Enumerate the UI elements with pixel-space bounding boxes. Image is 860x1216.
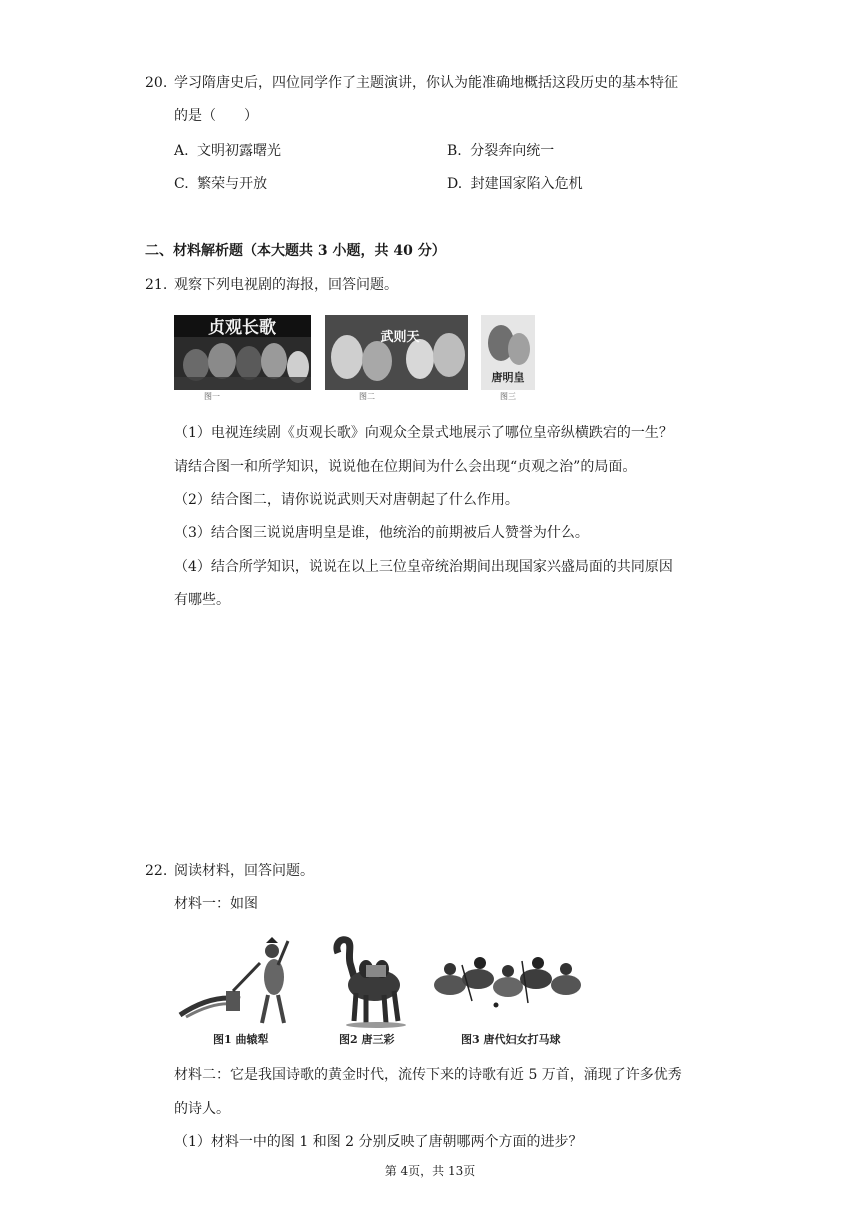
poster-wuzetian [325,315,468,390]
q20-stem-line1: 学习隋唐史后，四位同学作了主题演讲，你认为能准确地概括这段历史的基本特征 [174,75,678,91]
option-letter: A. [174,143,189,159]
option-text: 分裂奔向统一 [470,143,555,159]
poster-zhenguan-image [174,315,311,390]
figure-camel [330,933,408,1029]
page-number: 第 4页，共 13页 [384,1164,476,1178]
q22-material2-line2: 的诗人。 [174,1101,230,1117]
polo-image [432,945,588,1015]
poster-title: 唐明皇 [491,371,525,384]
option-text: 封建国家陷入危机 [470,176,583,192]
poster-title: 贞观长歌 [208,318,276,338]
q20-option-d [447,174,583,194]
q22-stem: 阅读材料，回答问题。 [174,863,314,879]
q21-sub1-line1: （1）电视连续剧《贞观长歌》向观众全景式地展示了哪位皇帝纵横跌宕的一生？ [174,425,673,441]
q22-material1: 材料一：如图 [174,896,258,912]
option-text: 繁荣与开放 [197,176,268,192]
q21-sub2: （2）结合图二，请你说说武则天对唐朝起了什么作用。 [174,492,519,508]
q22-number: 22. [145,863,168,879]
q20-option-a [174,141,281,161]
q22-sub1: （1）材料一中的图 1 和图 2 分别反映了唐朝哪两个方面的进步？ [174,1134,583,1150]
poster-caption-1: 图一 [204,392,220,401]
q21-sub3: （3）结合图三说说唐明皇是谁，他统治的前期被后人赞誉为什么。 [174,525,589,541]
q20-option-c [174,174,267,194]
q21-number: 21. [145,277,168,293]
option-letter: B. [447,143,462,159]
figure-plough [178,933,298,1029]
poster-tangminghuang [481,315,535,390]
figure-polo [432,945,588,1015]
q21-sub4-line2: 有哪些。 [174,592,230,608]
figure-caption-2: 图2 唐三彩 [339,1033,395,1046]
option-letter: C. [174,176,189,192]
option-letter: D. [447,176,463,192]
q21-sub4-line1: （4）结合所学知识，说说在以上三位皇帝统治期间出现国家兴盛局面的共同原因 [174,559,673,575]
poster-tangminghuang-image [481,315,535,390]
poster-wuzetian-image [325,315,468,390]
plough-image [178,933,298,1029]
camel-image [330,933,408,1029]
q20-option-b [447,141,554,161]
poster-caption-3: 图三 [500,392,516,401]
q20-number: 20. [145,75,168,91]
poster-title: 武则天 [380,330,420,345]
q22-material2-line1: 材料二：它是我国诗歌的黄金时代，流传下来的诗歌有近 5 万首，涌现了许多优秀 [174,1067,682,1083]
q20-stem-line2: 的是（ ） [174,108,258,124]
q21-sub1-line2: 请结合图一和所学知识，说说他在位期间为什么会出现“贞观之治”的局面。 [174,459,637,475]
figure-caption-3: 图3 唐代妇女打马球 [461,1033,561,1046]
figure-caption-1: 图1 曲辕犁 [213,1033,269,1046]
q21-stem: 观察下列电视剧的海报，回答问题。 [174,277,398,293]
poster-zhenguan [174,315,311,390]
poster-caption-2: 图二 [359,392,375,401]
option-text: 文明初露曙光 [197,143,282,159]
section-heading: 二、材料解析题（本大题共 3 小题，共 40 分） [145,243,446,259]
